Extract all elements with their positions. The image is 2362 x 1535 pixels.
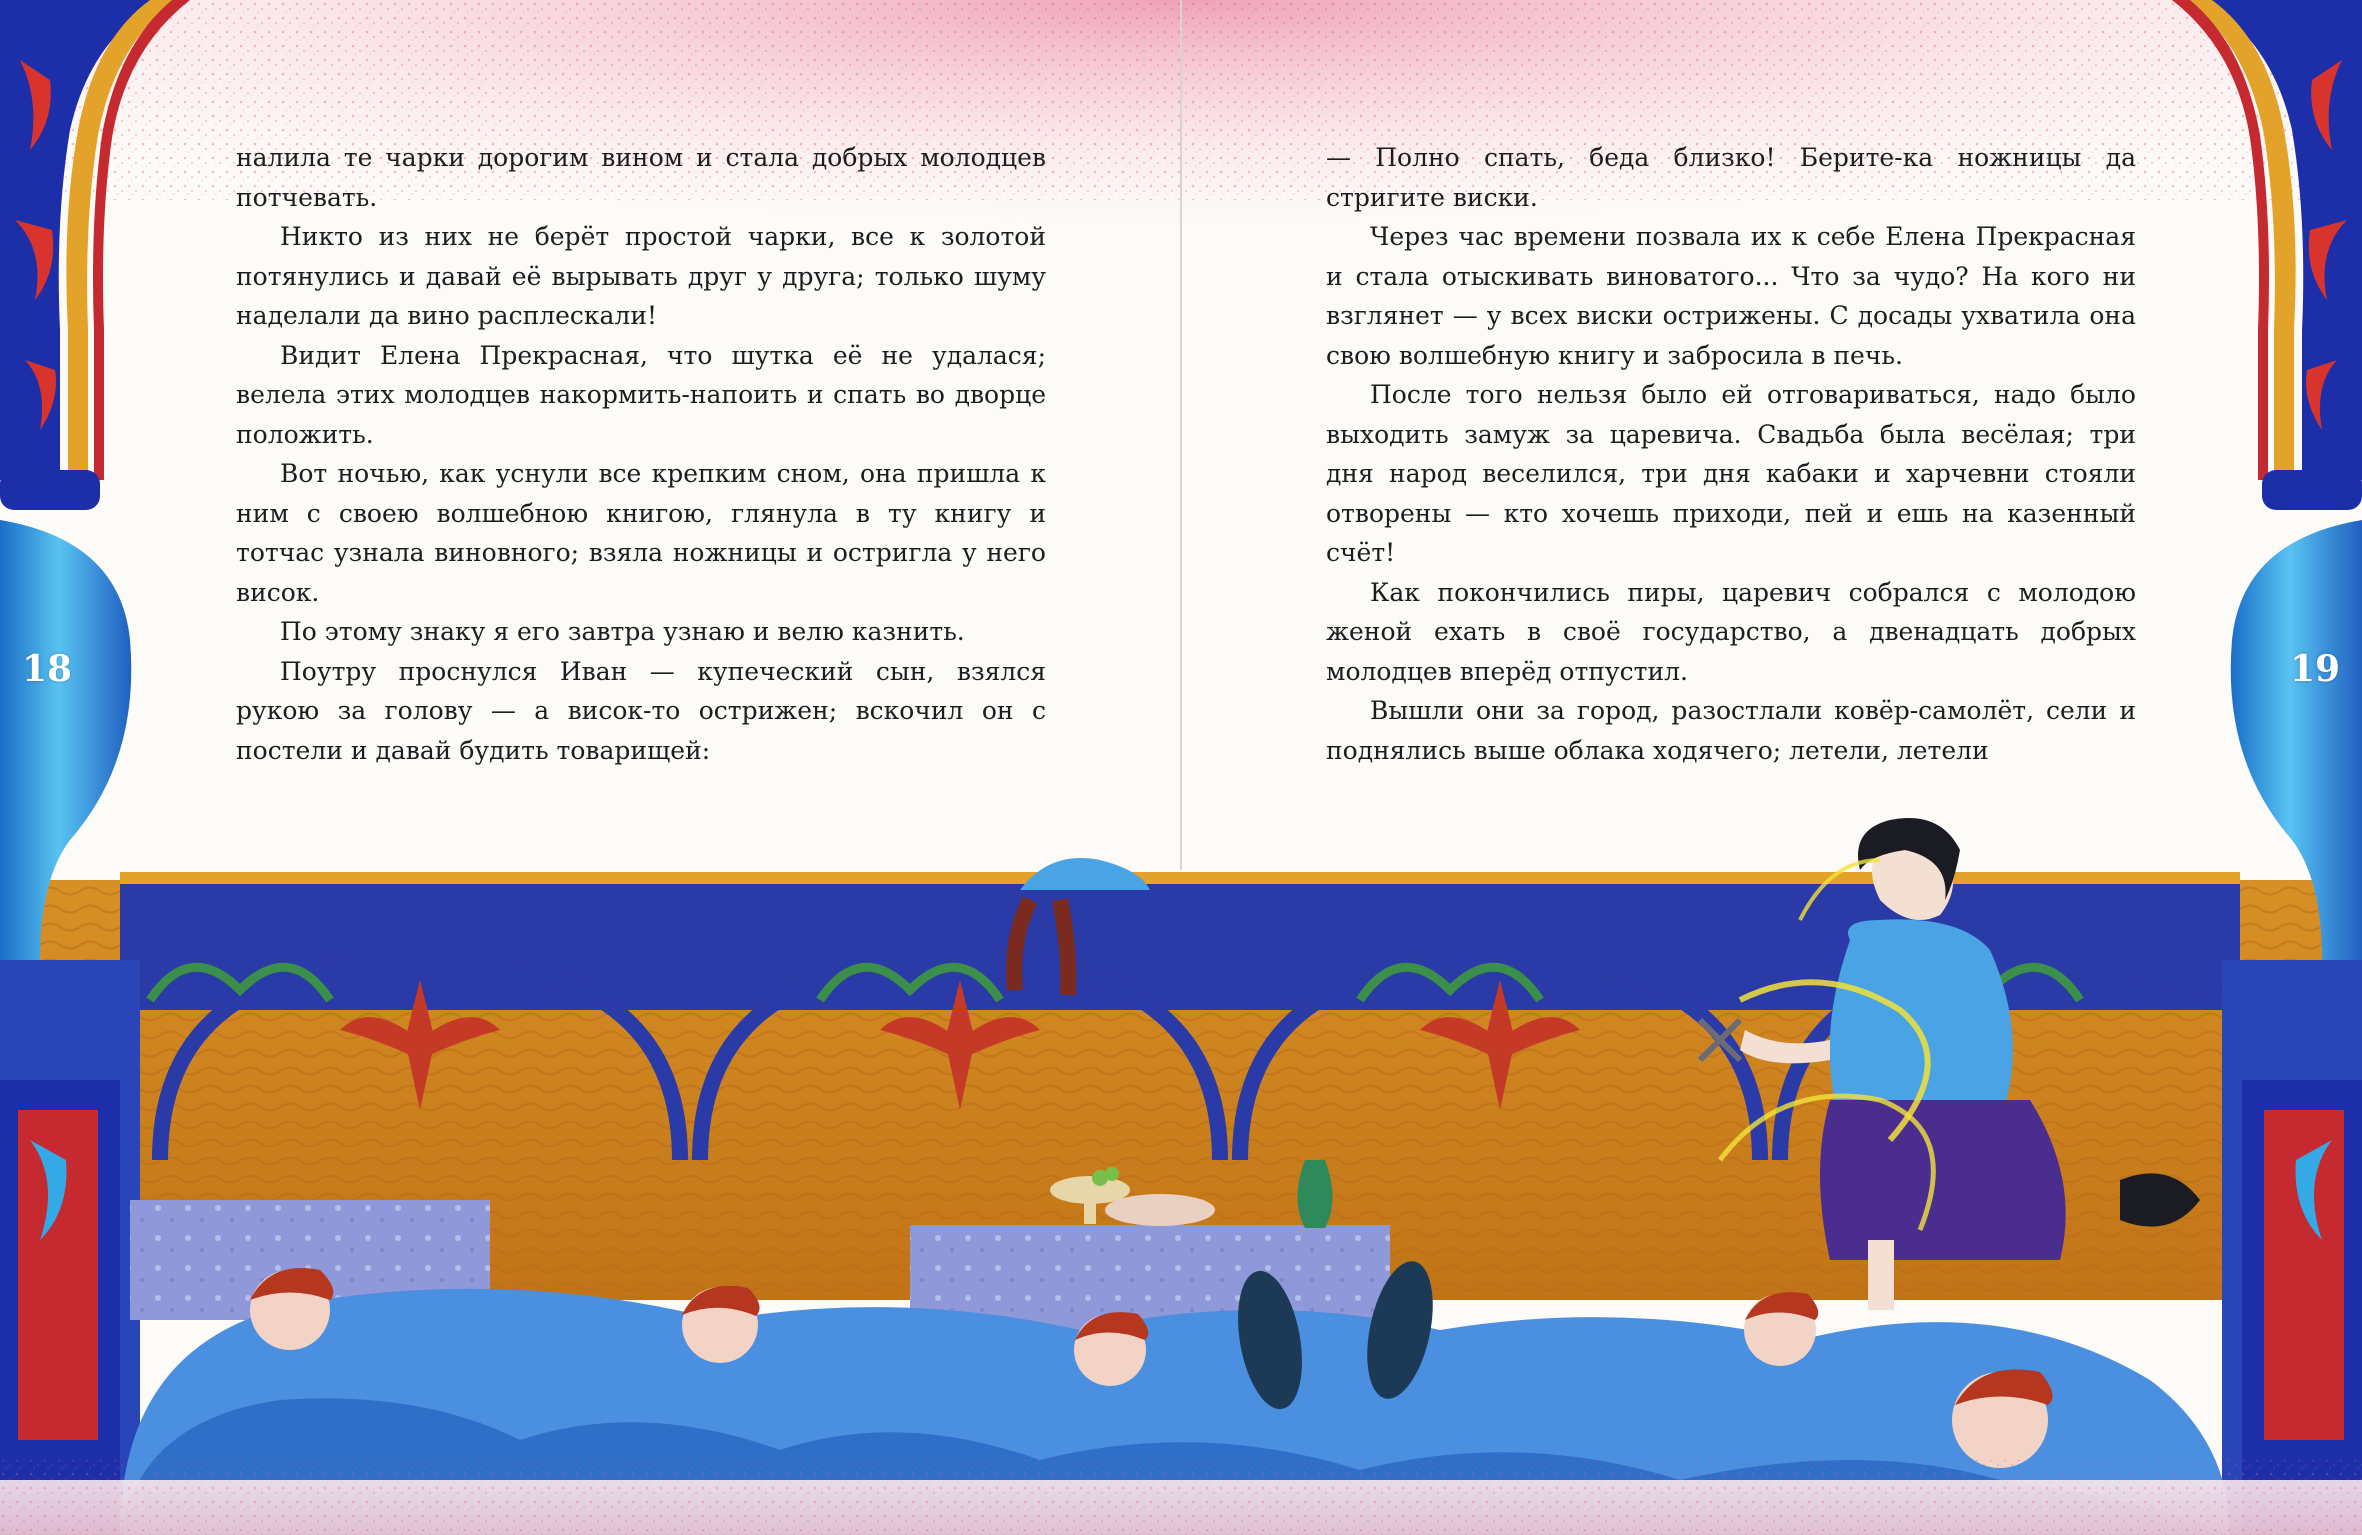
page-number-right: 19 (2289, 648, 2341, 690)
right-paragraph-4: Как покончились пиры, царевич собрался с молодою женой ехать в своё государство, а двенадцать добрых молодцев вперёд отпустил. (1326, 577, 2136, 686)
left-paragraph-1: налила те чарки дорогим вином и стала добрых молодцев потчевать. (236, 143, 1046, 212)
left-paragraph-4: Вот ночью, как уснули все крепким сном, она пришла к ним с своею волшебною книгою, глянула в ту книгу и тотчас узнала виновного; взяла ножницы и остригла у него висок. (236, 459, 1046, 607)
left-page-text (236, 138, 1046, 798)
right-paragraph-2: Через час времени позвала их к себе Елена Прекрасная и стала отыскивать виноватого... Что за чудо? На кого ни взглянет — у всех виски острижены. С досады ухватила она свою волшебную книгу и забросила в печь. (1326, 222, 2136, 370)
left-paragraph-6: Поутру проснулся Иван — купеческий сын, взялся рукою за голову — а висок-то острижен; вскочил он с постели и давай будить товарищей: (236, 656, 1046, 765)
right-page-text (1326, 138, 2136, 798)
right-paragraph-5: Вышли они за город, разостлали ковёр-самолёт, сели и поднялись выше облака ходячего; летели, летели (1326, 696, 2136, 765)
left-paragraph-3: Видит Елена Прекрасная, что шутка её не удалася; велела этих молодцев накормить-напоить и спать во дворце положить. (236, 340, 1046, 449)
left-paragraph-5: По этому знаку я его завтра узнаю и велю казнить. (280, 617, 965, 646)
page-number-left: 18 (21, 648, 73, 690)
left-paragraph-2: Никто из них не берёт простой чарки, все к золотой потянулись и давай её вырывать друг у друга; только шуму наделали да вино расплескали! (236, 222, 1046, 330)
right-paragraph-1: — Полно спать, беда близко! Берите-ка ножницы да стригите виски. (1326, 143, 2136, 212)
right-paragraph-3: После того нельзя было ей отговариваться, надо было выходить замуж за царевича. Свадьба была весёлая; три дня народ веселился, три дня кабаки и харчевни стояли отворены — кто хочешь приходи, пей и ешь на казенный счёт! (1326, 380, 2136, 567)
